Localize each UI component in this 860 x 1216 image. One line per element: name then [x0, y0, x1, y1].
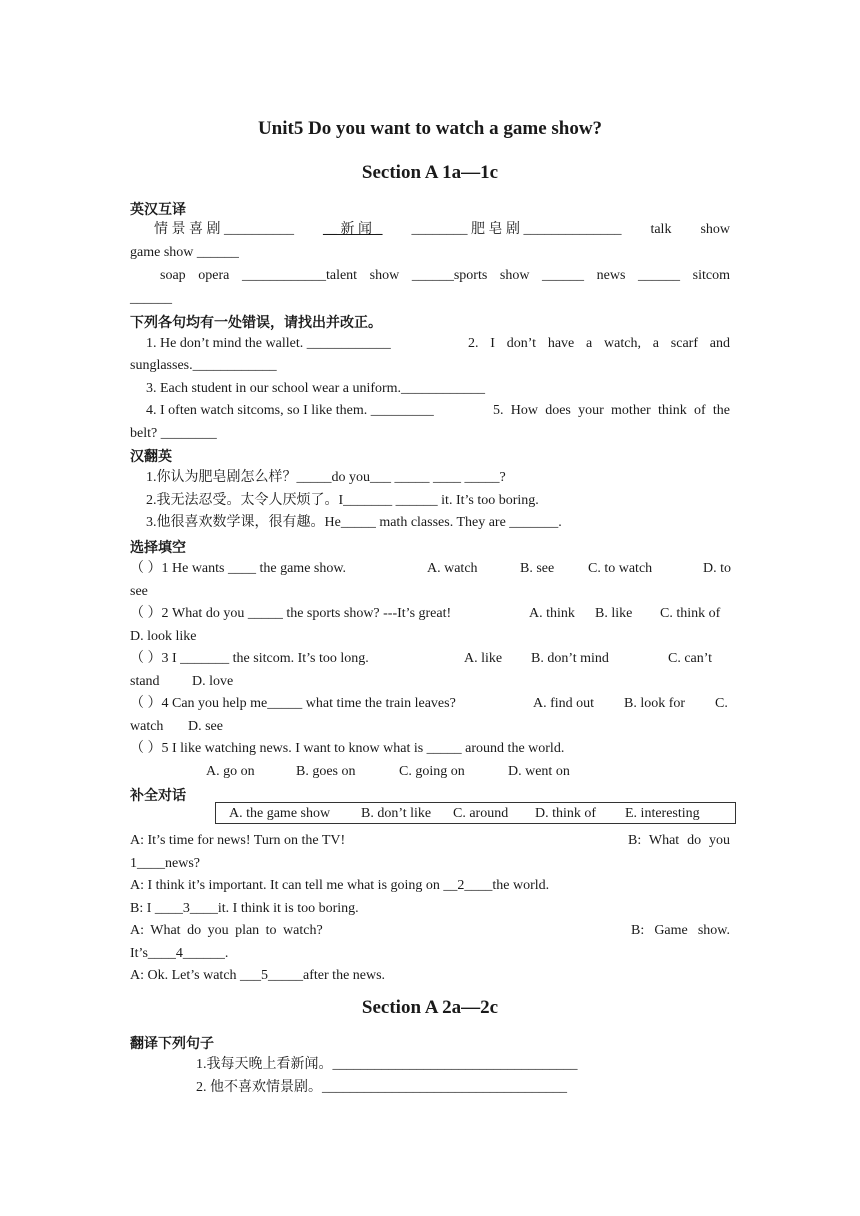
part4-q2: （ ）2 What do you _____ the sports show? ---It’s great! — [130, 606, 452, 621]
part5-heading: 补全对话 — [130, 788, 186, 804]
part4-q4-opt-a: A. find out — [533, 696, 595, 711]
part2-q2: 2. I don’t have a watch, a scarf and — [468, 336, 730, 351]
word-bank-box — [215, 802, 736, 824]
part4-q3-cont: stand — [130, 674, 160, 689]
part4-q4: （ ）4 Can you help me_____ what time the train leaves? — [130, 696, 456, 711]
word-bank-option-d: D. think of — [535, 806, 597, 821]
part2-q5: 5. How does your mother think of the — [493, 403, 730, 418]
part4-q1-opt-a: A. watch — [427, 561, 478, 576]
part4-q4-opt-d: D. see — [188, 719, 223, 734]
word-bank-option-b: B. don’t like — [361, 806, 432, 821]
part2-heading: 下列各句均有一处错误，请找出并改正。 — [130, 315, 382, 331]
part4-q4-cont: watch — [130, 719, 164, 734]
part4-q1-cont: see — [130, 584, 148, 599]
part4-q5-opt-c: C. going on — [399, 764, 465, 779]
page-title: Unit5 Do you want to watch a game show? — [257, 118, 603, 139]
part4-q5-opt-d: D. went on — [508, 764, 570, 779]
section-heading-1: Section A 1a—1c — [361, 162, 499, 183]
dialog-line-3: A: I think it’s important. It can tell me what is going on __2____the world. — [130, 878, 550, 893]
part1-line1-seg2: __ 新 闻 _ — [322, 222, 383, 237]
part3-heading: 汉翻英 — [130, 449, 172, 465]
part1-line1 — [154, 221, 730, 239]
part4-q5-opt-a: A. go on — [206, 764, 255, 779]
part4-q5-opt-b: B. goes on — [296, 764, 356, 779]
part2-q5-cont: belt? ________ — [130, 426, 217, 441]
part4-q3: （ ）3 I _______ the sitcom. It’s too long. — [130, 651, 369, 666]
part3-q3: 3.他很喜欢数学课，很有趣。He_____ math classes. They are _______. — [146, 515, 562, 530]
word-bank-option-a: A. the game show — [229, 806, 331, 821]
part4-q1-opt-b: B. see — [520, 561, 555, 576]
part3-q1: 1.你认为肥皂剧怎么样？_____do you___ _____ ____ _____? — [146, 470, 506, 485]
part4-q2-opt-b: B. like — [595, 606, 633, 621]
translate-sentence-1: 1.我每天晚上看新闻。___________________________________ — [196, 1057, 578, 1072]
word-bank-option-e: E. interesting — [625, 806, 700, 821]
part3-q2: 2.我无法忍受。太令人厌烦了。I_______ ______ it. It’s too boring. — [146, 493, 539, 508]
part6-heading: 翻译下列句子 — [130, 1036, 214, 1052]
part4-q1-opt-c: C. to watch — [588, 561, 653, 576]
section-heading-2: Section A 2a—2c — [361, 997, 499, 1018]
part4-q3-opt-a: A. like — [464, 651, 503, 666]
part4-q3-opt-c: C. can’t — [668, 651, 713, 666]
part1-line3: soap opera ____________talent show ______sports show ______ news ______ sitcom — [160, 268, 730, 283]
part2-q2-cont: sunglasses.____________ — [130, 358, 277, 373]
part1-line2: game show ______ — [130, 245, 239, 260]
dialog-line-1a: A: It’s time for news! Turn on the TV! — [130, 833, 346, 848]
dialog-line-6: It’s____4______. — [130, 946, 229, 961]
dialog-line-4: B: I ____3____it. I think it is too boring. — [130, 901, 359, 916]
part4-q5: （ ）5 I like watching news. I want to know what is _____ around the world. — [130, 741, 565, 756]
part4-q2-opt-c: C. think of — [660, 606, 721, 621]
part1-line1-seg4: talk — [650, 222, 672, 237]
part2-q4: 4. I often watch sitcoms, so I like them. _________ — [146, 403, 434, 418]
translate-sentence-2: 2. 他不喜欢情景剧。___________________________________ — [196, 1080, 567, 1095]
part1-line4: ______ — [130, 291, 172, 306]
dialog-line-7: A: Ok. Let’s watch ___5_____after the news. — [130, 968, 386, 983]
dialog-line-2: 1____news? — [130, 856, 200, 871]
part4-q1-opt-d: D. to — [703, 561, 731, 576]
dialog-line-5a: A: What do you plan to watch? — [130, 923, 323, 938]
part4-q4-opt-c: C. — [715, 696, 728, 711]
dialog-line-1b: B: What do you — [628, 833, 730, 848]
part4-q1: （ ）1 He wants ____ the game show. — [130, 561, 347, 576]
part4-q3-opt-b: B. don’t mind — [531, 651, 609, 666]
part1-line1-seg1: 情 景 喜 剧 __________ — [154, 222, 294, 237]
part1-line1-seg5: show — [700, 222, 730, 237]
part1-line1-seg3: ________ 肥 皂 剧 ______________ — [411, 222, 622, 237]
part2-q3: 3. Each student in our school wear a uniform.____________ — [146, 381, 486, 396]
dialog-line-5b: B: Game show. — [631, 923, 730, 938]
word-bank-option-c: C. around — [453, 806, 509, 821]
part4-heading: 选择填空 — [130, 540, 186, 556]
part4-q2-opt-a: A. think — [529, 606, 575, 621]
part4-q3-opt-d: D. love — [192, 674, 234, 689]
part4-q4-opt-b: B. look for — [624, 696, 686, 711]
part2-q1: 1. He don’t mind the wallet. ____________ — [146, 336, 391, 351]
part4-q2-cont: D. look like — [130, 629, 197, 644]
part1-heading: 英汉互译 — [130, 202, 186, 218]
